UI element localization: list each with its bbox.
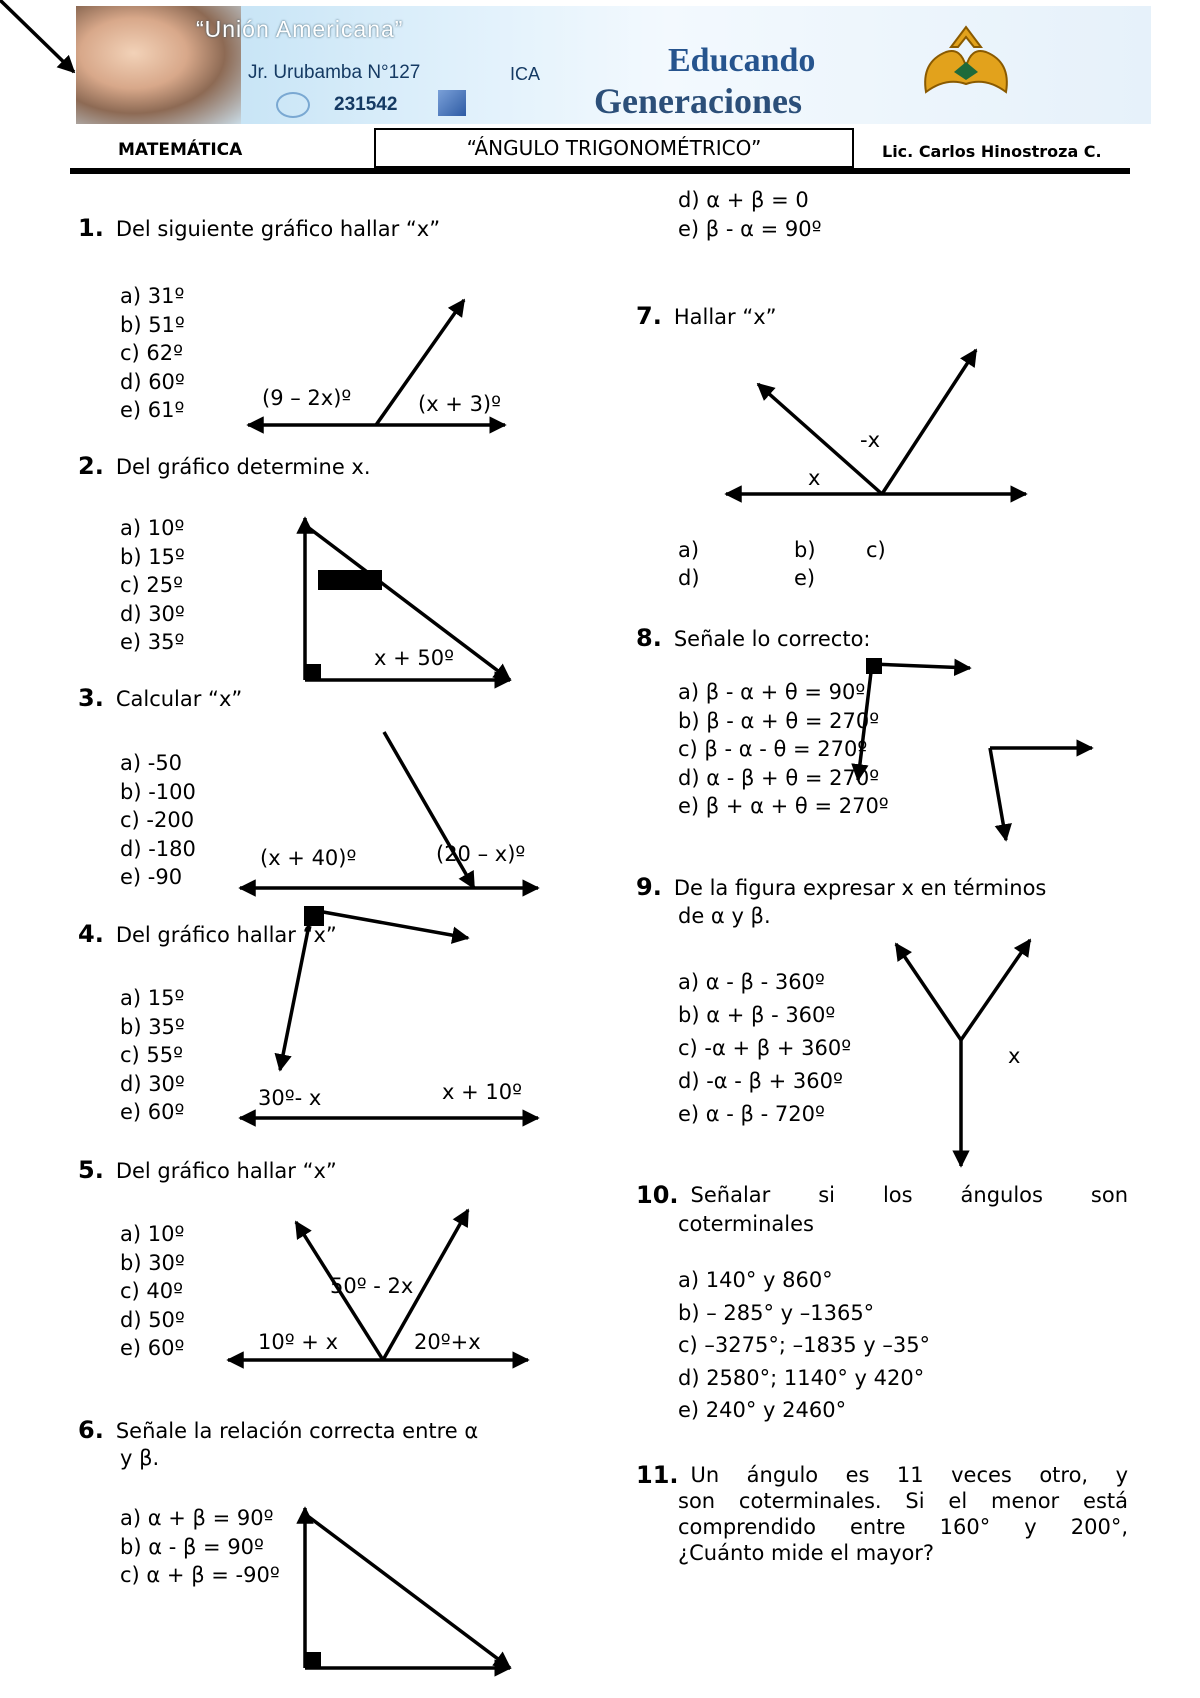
question-8 <box>636 624 871 653</box>
option-a: a) 10º <box>120 516 185 540</box>
question-6 <box>78 1416 478 1445</box>
option-a: a) 10º <box>120 1222 185 1246</box>
q8-right-angle-mark <box>866 658 882 674</box>
question-text-line1: Un ángulo es 11 veces otro, y <box>690 1463 1128 1487</box>
q9-ray-left <box>896 944 961 1040</box>
q9-ray-right <box>961 940 1030 1040</box>
question-number: 1. <box>78 214 104 242</box>
option-a: a) -50 <box>120 751 183 775</box>
question-11-line4: ¿Cuánto mide el mayor? <box>678 1541 935 1565</box>
q8-ray-right <box>872 664 970 668</box>
q6-options-continued <box>678 186 822 243</box>
q4-options <box>120 984 185 1127</box>
q7-upper-angle-label: -x <box>860 428 881 452</box>
option-e: e) β - α = 90º <box>678 216 822 241</box>
option-c: c) –3275°; –1835 y –35° <box>678 1333 931 1357</box>
option-c: c) α + β = -90º <box>120 1563 280 1588</box>
option-a: a) α - β - 360º <box>678 970 825 994</box>
question-2 <box>78 452 371 481</box>
question-11 <box>636 1462 1128 1488</box>
option-c: c) 40º <box>120 1279 184 1304</box>
q3-right-angle-label: (20 – x)º <box>436 842 526 866</box>
q5-right-angle-label: 20º+x <box>414 1330 481 1354</box>
option-e: e) α - β - 720º <box>678 1102 825 1126</box>
question-number: 11. <box>636 1461 679 1489</box>
option-b: b) α - β = 90º <box>120 1534 264 1559</box>
q3-left-angle-label: (x + 40)º <box>260 846 357 870</box>
option-e: e) 60º <box>120 1100 185 1125</box>
question-number: 9. <box>636 873 662 901</box>
q6-right-angle-mark <box>305 1652 321 1668</box>
option-a: a) 15º <box>120 986 185 1010</box>
question-text: Del gráfico hallar “x” <box>115 1159 337 1183</box>
q8-ray-down-2 <box>990 748 1006 840</box>
author-label: Lic. Carlos Hinostroza C. <box>882 142 1102 161</box>
q4-left-angle-label: 30º- x <box>258 1086 322 1110</box>
question-1 <box>78 214 440 243</box>
option-a: a) 31º <box>120 284 185 308</box>
question-text: Del gráfico hallar “x” <box>115 923 337 947</box>
topic-title <box>374 128 854 168</box>
option-c: c) 62º <box>120 341 184 366</box>
question-9 <box>636 874 1128 901</box>
q2-angle-label: x + 50º <box>374 646 454 670</box>
q1-options <box>120 282 185 425</box>
question-number: 5. <box>78 1156 104 1184</box>
option-e: e) 61º <box>120 398 185 423</box>
option-e: e) 60º <box>120 1336 185 1361</box>
q9-options <box>678 966 851 1131</box>
brand-line2: Generaciones <box>594 81 802 121</box>
option-b: b) – 285° y –1365° <box>678 1300 875 1325</box>
option-d: d) α + β = 0 <box>678 188 809 212</box>
question-text: Hallar “x” <box>673 305 777 329</box>
subject-label: MATEMÁTICA <box>118 140 243 160</box>
q5-options <box>120 1220 185 1363</box>
option-a: a) α + β = 90º <box>120 1506 274 1530</box>
option-e: e) 240° y 2460° <box>678 1398 847 1422</box>
option-b: b) 15º <box>120 544 185 569</box>
q1-left-angle-label: (9 – 2x)º <box>262 386 352 410</box>
question-5 <box>78 1156 337 1185</box>
q10-options <box>678 1264 930 1427</box>
option-e: e) β + α + θ = 270º <box>678 794 889 819</box>
option-b: b) 35º <box>120 1014 185 1039</box>
option-c: c) -200 <box>120 808 195 833</box>
q3-options <box>120 749 196 892</box>
banner-title: “Unión Americana” <box>196 16 404 42</box>
q7-option-a: a) <box>678 538 700 562</box>
q7-ray-right <box>882 350 976 494</box>
q8-options <box>678 678 889 821</box>
q2-options <box>120 514 185 657</box>
option-b: b) -100 <box>120 779 196 804</box>
header-rule <box>70 168 1130 174</box>
banner-phone: 231542 <box>334 94 398 115</box>
q4-right-angle-label: x + 10º <box>442 1080 522 1104</box>
option-c: c) 25º <box>120 573 184 598</box>
option-d: d) 30º <box>120 1071 185 1096</box>
question-10-line2: coterminales <box>678 1212 814 1236</box>
q7-option-b: b) <box>794 538 816 562</box>
option-d: d) 2580°; 1140° y 420° <box>678 1365 925 1390</box>
option-e: e) 35º <box>120 630 185 655</box>
option-d: d) α - β + θ = 270º <box>678 765 880 790</box>
q7-option-c: c) <box>866 538 886 562</box>
topic-title-text: “ÁNGULO TRIGONOMÉTRICO” <box>466 136 762 160</box>
q1-right-angle-label: (x + 3)º <box>418 392 502 416</box>
option-d: d) 60º <box>120 369 185 394</box>
question-text: Señale lo correcto: <box>673 627 871 651</box>
question-text: Del gráfico determine x. <box>115 455 371 479</box>
option-c: c) β - α - θ = 270º <box>678 737 868 762</box>
question-text: Señalar si los ángulos son <box>690 1183 1128 1207</box>
q9-angle-label: x <box>1008 1044 1021 1068</box>
option-c: c) 55º <box>120 1043 184 1068</box>
banner-city: ICA <box>510 64 541 84</box>
question-text: Del siguiente gráfico hallar “x” <box>115 217 441 241</box>
option-b: b) α + β - 360º <box>678 1003 836 1027</box>
option-d: d) -180 <box>120 836 196 861</box>
question-number: 6. <box>78 1416 104 1444</box>
question-10 <box>636 1182 1128 1208</box>
option-b: b) 51º <box>120 312 185 337</box>
question-11-line3: comprendido entre 160° y 200°, <box>678 1515 1128 1539</box>
question-3 <box>78 684 242 713</box>
q2-right-angle-mark <box>305 664 321 680</box>
q5-middle-angle-label: 50º - 2x <box>330 1274 414 1298</box>
q6-hypotenuse <box>305 1514 510 1668</box>
option-c: c) -α + β + 360º <box>678 1036 852 1060</box>
option-d: d) 30º <box>120 601 185 626</box>
question-number: 7. <box>636 302 662 330</box>
question-number: 10. <box>636 1181 679 1209</box>
question-9-line2: de α y β. <box>678 904 771 928</box>
q7-option-e: e) <box>794 566 816 590</box>
q2-redaction-block <box>318 570 382 590</box>
question-text: Señale la relación correcta entre α <box>115 1419 479 1443</box>
question-4 <box>78 920 337 949</box>
option-a: a) β - α + θ = 90º <box>678 680 866 704</box>
option-e: e) -90 <box>120 865 183 890</box>
question-number: 8. <box>636 624 662 652</box>
option-d: d) 50º <box>120 1307 185 1332</box>
question-11-line2: son coterminales. Si el menor está <box>678 1489 1128 1513</box>
option-b: b) 30º <box>120 1250 185 1275</box>
question-number: 4. <box>78 920 104 948</box>
question-text: Calcular “x” <box>115 687 243 711</box>
option-b: b) β - α + θ = 270º <box>678 708 880 733</box>
question-number: 2. <box>78 452 104 480</box>
question-7 <box>636 302 777 331</box>
question-number: 3. <box>78 684 104 712</box>
pointer-arrow <box>0 0 74 72</box>
q7-option-d: d) <box>678 566 700 590</box>
option-d: d) -α - β + 360º <box>678 1069 843 1093</box>
question-text: De la figura expresar x en términos <box>673 876 1047 900</box>
q5-left-angle-label: 10º + x <box>258 1330 338 1354</box>
q7-lower-angle-label: x <box>808 466 821 490</box>
banner-address: Jr. Urubamba N°127 <box>248 62 421 83</box>
question-6-line2: y β. <box>120 1446 160 1470</box>
option-a: a) 140° y 860° <box>678 1268 833 1292</box>
brand-line1: Educando <box>668 42 816 79</box>
q6-options <box>120 1504 280 1590</box>
